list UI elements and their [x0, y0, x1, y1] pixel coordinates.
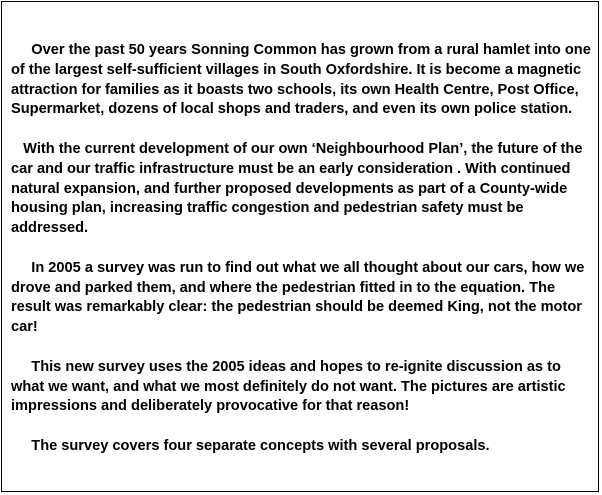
document-body — [11, 41, 596, 477]
paragraph-history: Over the past 50 years Sonning Common has grown from a rural hamlet into one of the largest self-sufficient villages in South Oxfordshire. It is become a magnetic attraction for families as it boasts two schools, its own Health Centre, Post Office, Supermarket, dozens of local shops and traders, and even its own police station. — [11, 42, 591, 118]
paragraph-neighbourhood-plan: With the current development of our own ‘Neighbourhood Plan’, the future of the car and our traffic infrastructure must be an early consideration . With continued natural expansion, and further proposed developments as part of a County-wide housing plan, increasing traffic congestion and pedestrian safety must be addressed. — [11, 140, 583, 237]
document-frame — [1, 1, 599, 492]
paragraph-new-survey: This new survey uses the 2005 ideas and hopes to re-ignite discussion as to what we want, and what we most definitely do not want. The pictures are artistic impressions and deliberately provocative for that reason! — [11, 358, 566, 415]
paragraph-2005-survey: In 2005 a survey was run to find out what we all thought about our cars, how we drove and parked them, and where the pedestrian fitted in to the equation. The result was remarkably clear: the pedestrian should be deemed King, not the motor car! — [11, 259, 585, 336]
paragraph-survey-concepts: The survey covers four separate concepts with several proposals. — [31, 437, 490, 454]
